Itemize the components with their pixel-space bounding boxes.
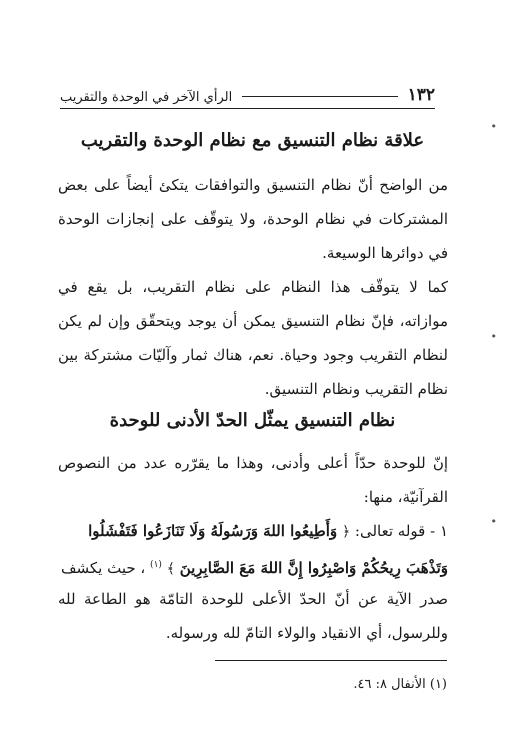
item-1-rest-line-2: وللرسول، أي الانقياد والولاء التامّ لله ورسوله.	[165, 624, 448, 642]
running-header	[60, 82, 435, 109]
item-1-lead: ١ - قوله تعالى:	[354, 522, 448, 540]
quran-close-brace: ﴾	[166, 561, 175, 577]
margin-dot: •	[490, 330, 497, 343]
quran-verse-part-1: وَأَطِيعُوا اللهَ وَرَسُولَهُ وَلَا تَنَازَعُوا فَتَفْشَلُوا	[88, 522, 338, 540]
section-heading-2: نظام التنسيق يمثّل الحدّ الأدنى للوحدة	[109, 410, 396, 431]
item-1-rest-line-1: صدر الآية عن أنّ الحدّ الأعلى للوحدة التامّة هو الطاعة لله	[58, 590, 448, 608]
paragraph-2: كما لا يتوقّف هذا النظام على نظام التقريب، بل يقع في موازاته، فإنّ نظام التنسيق يمكن أن يوجد ويتحقّق وإن لم يكن لنظام التقريب وجود وحياة. نعم، هناك ثمار وآليّات مشتركة بين نظام التقريب ونظام التنسيق.	[58, 278, 448, 398]
item-1-line-2	[58, 548, 448, 586]
margin-dot: •	[490, 120, 497, 133]
page-number: ١٣٢	[407, 85, 435, 105]
margin-dot: •	[490, 515, 497, 528]
running-title: الرأي الآخر في الوحدة والتقريب	[60, 90, 233, 105]
footnote: (١) الأنفال ٨: ٤٦.	[353, 677, 447, 692]
paragraph-3: إنّ للوحدة حدّاً أعلى وأدنى، وهذا ما يقرّره عدد من النصوص القرآنيّة، منها:	[58, 454, 448, 506]
footnote-separator	[215, 660, 447, 661]
item-1-tail: ، حيث يكشف	[60, 559, 146, 577]
section-heading-1: علاقة نظام التنسيق مع نظام الوحدة والتقريب	[80, 130, 425, 151]
paragraph-1: من الواضح أنّ نظام التنسيق والتوافقات يتكئ أيضاً على بعض المشتركات في نظام الوحدة، ولا يتوقّف على إنجازات الوحدة في دوائرها الوسيعة.	[58, 176, 448, 262]
quran-open-brace: ﴿	[341, 524, 351, 540]
item-1-line-1	[58, 514, 448, 549]
quran-verse-part-2: وَتَذْهَبَ رِيحُكُمْ وَاصْبِرُوا إِنَّ اللهَ مَعَ الصَّابِرِينَ	[179, 559, 448, 577]
footnote-reference: (١)	[150, 560, 162, 570]
header-rule	[242, 96, 397, 97]
item-1-continuation	[58, 582, 448, 650]
